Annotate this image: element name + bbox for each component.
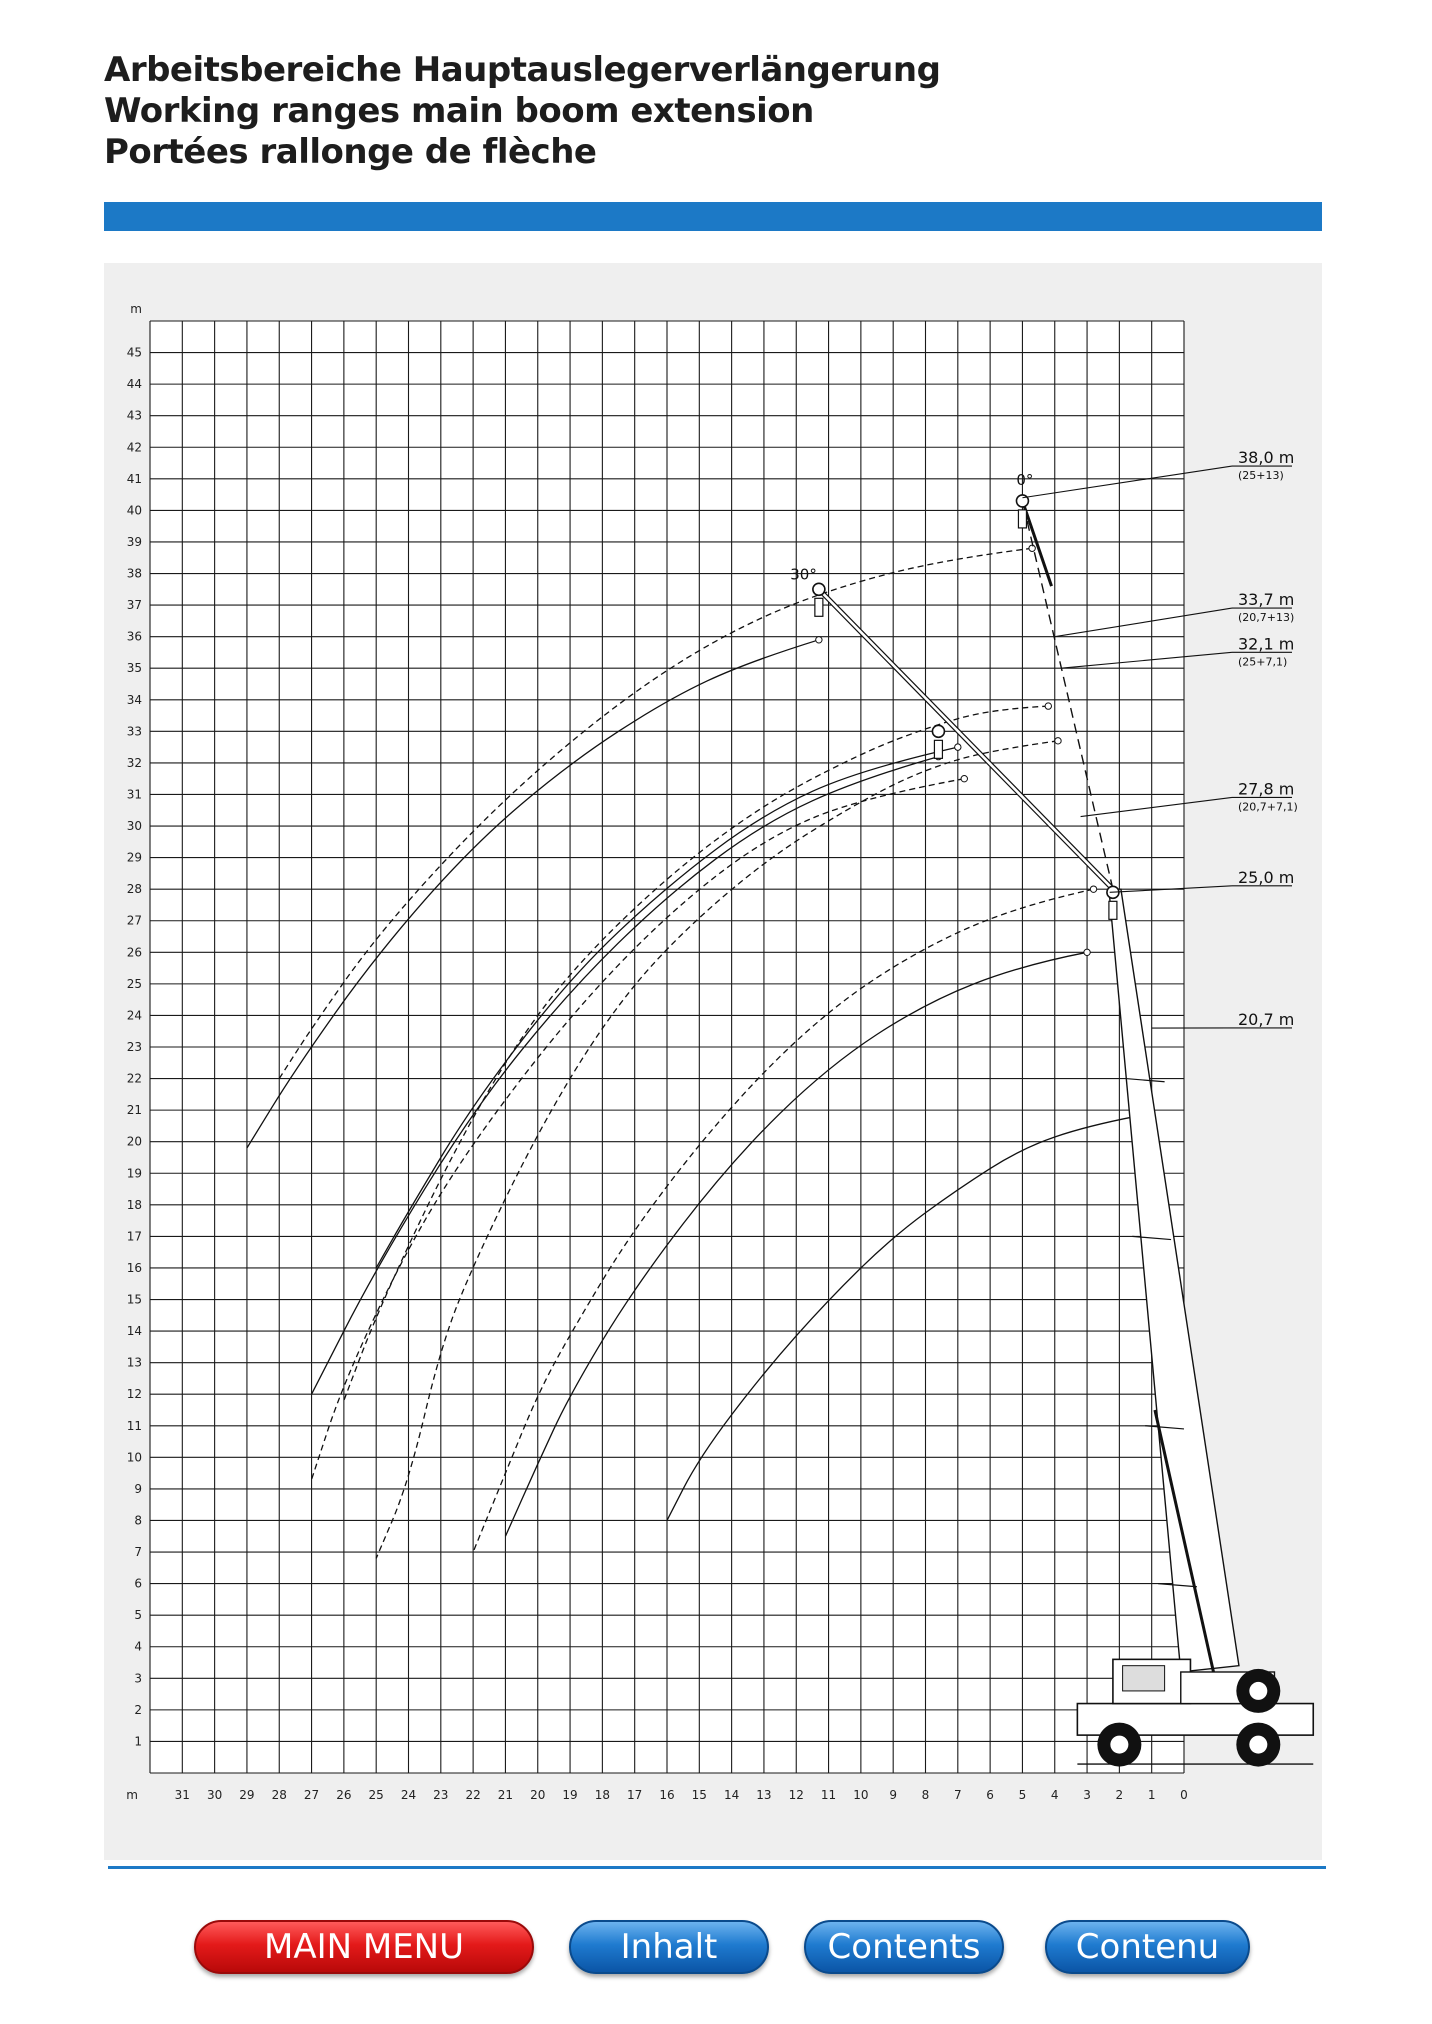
y-tick-label: 24 xyxy=(126,1008,142,1023)
x-tick-label: 25 xyxy=(368,1788,384,1802)
boom-length-label: 20,7 m xyxy=(1238,1009,1295,1029)
y-tick-label: 12 xyxy=(126,1387,142,1402)
y-tick-label: 5 xyxy=(134,1608,142,1623)
curve-end-marker xyxy=(1084,949,1090,955)
y-tick-label: 44 xyxy=(126,377,142,392)
y-tick-label: 45 xyxy=(126,345,142,360)
curve-end-marker xyxy=(961,775,967,781)
x-tick-label: 4 xyxy=(1050,1788,1059,1802)
boom-combination-label: (20,7+7,1) xyxy=(1238,800,1298,814)
y-tick-label: 31 xyxy=(126,787,142,802)
x-tick-label: 10 xyxy=(853,1788,869,1802)
curve-end-marker xyxy=(955,744,961,750)
y-tick-label: 33 xyxy=(126,724,142,739)
y-tick-label: 21 xyxy=(126,1103,142,1118)
x-tick-label: 31 xyxy=(174,1788,190,1802)
x-tick-label: 14 xyxy=(723,1788,740,1802)
boom-combination-label: (25+7,1) xyxy=(1238,655,1288,669)
boom-length-label: 25,0 m xyxy=(1238,867,1295,887)
x-tick-label: 6 xyxy=(986,1788,994,1802)
main-menu-button[interactable]: MAIN MENU xyxy=(194,1920,534,1974)
working-range-chart xyxy=(104,263,1322,1860)
wheel-hub xyxy=(1249,1736,1267,1754)
y-tick-label: 35 xyxy=(126,661,142,676)
x-tick-label: 28 xyxy=(271,1788,287,1802)
curve-end-marker xyxy=(1045,703,1051,709)
hook-block xyxy=(1018,510,1026,528)
chart-grid xyxy=(150,321,1184,1773)
jib-head-sheave xyxy=(932,725,944,737)
x-tick-label: 30 xyxy=(206,1788,223,1802)
y-tick-label: 20 xyxy=(126,1134,142,1149)
boom-angle-label: 30° xyxy=(790,565,817,584)
y-tick-label: 28 xyxy=(126,882,142,897)
x-axis-unit-label: m xyxy=(126,1788,138,1802)
x-tick-label: 7 xyxy=(953,1788,962,1802)
y-tick-label: 18 xyxy=(126,1197,142,1212)
y-tick-label: 43 xyxy=(126,408,142,423)
x-tick-label: 21 xyxy=(497,1788,514,1802)
boom-angle-label: 0° xyxy=(1016,470,1034,489)
y-tick-label: 13 xyxy=(126,1355,142,1370)
x-tick-label: 3 xyxy=(1083,1788,1091,1802)
y-tick-label: 34 xyxy=(126,692,142,707)
x-tick-label: 5 xyxy=(1018,1788,1027,1802)
footer-rule xyxy=(108,1866,1326,1869)
y-tick-label: 19 xyxy=(126,1166,142,1181)
x-tick-label: 13 xyxy=(756,1788,772,1802)
page-title-fr: Portées rallonge de flèche xyxy=(104,132,597,172)
x-tick-label: 1 xyxy=(1147,1788,1156,1802)
x-tick-label: 17 xyxy=(627,1788,643,1802)
boom-length-label: 27,8 m xyxy=(1238,779,1295,799)
y-tick-label: 26 xyxy=(126,945,142,960)
page-title-block xyxy=(104,50,940,173)
hook-block xyxy=(1109,901,1117,919)
x-tick-label: 11 xyxy=(820,1788,837,1802)
y-tick-label: 2 xyxy=(134,1702,142,1717)
y-tick-label: 30 xyxy=(126,819,142,834)
header-accent-bar xyxy=(104,202,1322,231)
curve-end-marker xyxy=(1055,738,1061,744)
x-tick-label: 18 xyxy=(594,1788,611,1802)
y-tick-label: 22 xyxy=(126,1071,142,1086)
page-title-de: Arbeitsbereiche Hauptauslegerverlängerung xyxy=(104,50,941,90)
x-tick-label: 20 xyxy=(530,1788,546,1802)
y-tick-label: 9 xyxy=(134,1481,142,1496)
y-tick-label: 42 xyxy=(126,440,142,455)
wheel-hub xyxy=(1110,1736,1128,1754)
boom-length-label: 33,7 m xyxy=(1238,590,1295,610)
x-tick-label: 16 xyxy=(659,1788,675,1802)
contents-button[interactable]: Contents xyxy=(804,1920,1004,1974)
y-tick-label: 3 xyxy=(134,1671,142,1686)
curve-end-marker xyxy=(1029,545,1035,551)
y-tick-label: 15 xyxy=(126,1292,142,1307)
contenu-button[interactable]: Contenu xyxy=(1045,1920,1250,1974)
y-tick-label: 40 xyxy=(126,503,142,518)
y-tick-label: 27 xyxy=(126,913,142,928)
curve-end-marker xyxy=(1090,886,1096,892)
boom-length-label: 32,1 m xyxy=(1238,634,1295,654)
boom-combination-label: (20,7+13) xyxy=(1238,611,1295,625)
y-tick-label: 7 xyxy=(134,1545,142,1560)
boom-combination-label: (25+13) xyxy=(1238,469,1284,483)
chart-panel xyxy=(104,263,1322,1860)
x-tick-label: 0 xyxy=(1180,1788,1188,1802)
y-tick-label: 29 xyxy=(126,850,142,865)
x-tick-label: 9 xyxy=(889,1788,898,1802)
y-axis-unit-label: m xyxy=(130,302,142,316)
y-tick-label: 37 xyxy=(126,598,142,613)
x-tick-label: 15 xyxy=(691,1788,707,1802)
y-tick-label: 8 xyxy=(134,1513,142,1528)
curve-end-marker xyxy=(816,637,822,643)
x-tick-label: 27 xyxy=(303,1788,320,1802)
x-tick-label: 19 xyxy=(562,1788,578,1802)
hook-block xyxy=(815,598,823,616)
y-tick-label: 32 xyxy=(126,755,142,770)
hook-block xyxy=(934,740,942,758)
x-tick-label: 8 xyxy=(921,1788,930,1802)
x-tick-label: 22 xyxy=(465,1788,481,1802)
x-tick-label: 29 xyxy=(239,1788,255,1802)
inhalt-button[interactable]: Inhalt xyxy=(569,1920,769,1974)
x-tick-label: 23 xyxy=(433,1788,449,1802)
y-tick-label: 6 xyxy=(134,1576,142,1591)
y-tick-label: 10 xyxy=(126,1450,142,1465)
x-tick-label: 12 xyxy=(788,1788,804,1802)
boom-length-label: 38,0 m xyxy=(1238,448,1295,468)
y-tick-label: 39 xyxy=(126,534,142,549)
y-tick-label: 23 xyxy=(126,1040,142,1054)
cab-window xyxy=(1123,1666,1165,1691)
wheel-hub xyxy=(1249,1682,1267,1700)
y-tick-label: 17 xyxy=(126,1229,142,1244)
y-tick-label: 11 xyxy=(126,1418,142,1433)
y-tick-label: 4 xyxy=(134,1639,142,1654)
y-tick-label: 41 xyxy=(126,471,142,486)
y-tick-label: 38 xyxy=(126,566,142,581)
y-tick-label: 36 xyxy=(126,629,142,644)
x-tick-label: 26 xyxy=(336,1788,352,1802)
x-tick-label: 2 xyxy=(1115,1788,1124,1802)
y-tick-label: 14 xyxy=(126,1324,142,1339)
y-tick-label: 25 xyxy=(126,976,142,991)
y-tick-label: 1 xyxy=(134,1734,142,1749)
page-title-en: Working ranges main boom extension xyxy=(104,91,814,131)
y-tick-label: 16 xyxy=(126,1260,142,1275)
x-tick-label: 24 xyxy=(400,1788,417,1802)
jib-head-sheave xyxy=(813,583,825,595)
